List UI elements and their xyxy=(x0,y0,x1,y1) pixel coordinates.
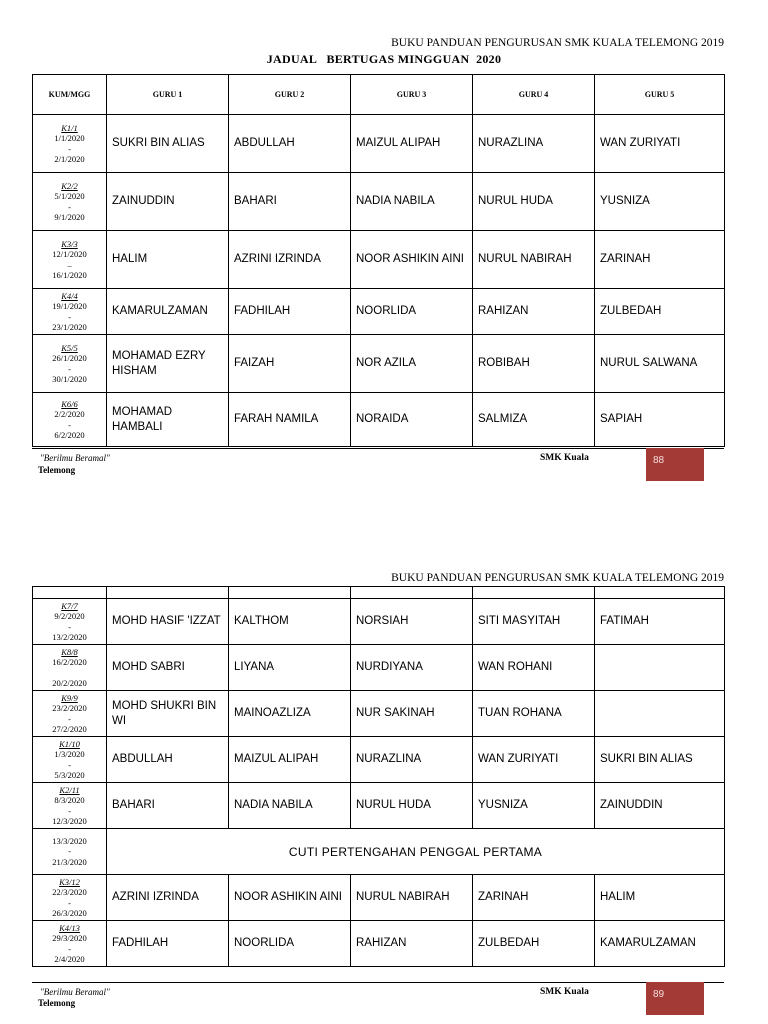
week-cell: K3/3 12/1/2020 – 16/1/2020 xyxy=(33,231,107,289)
teacher-cell: NOOR ASHIKIN AINI xyxy=(351,231,473,289)
teacher-cell: SITI MASYITAH xyxy=(473,599,595,645)
teacher-cell xyxy=(595,691,725,737)
holiday-label: CUTI PERTENGAHAN PENGGAL PERTAMA xyxy=(107,829,725,875)
week-cell: K4/4 19/1/2020 - 23/1/2020 xyxy=(33,289,107,335)
teacher-cell: LIYANA xyxy=(229,645,351,691)
week-cell: K9/9 23/2/2020 - 27/2/2020 xyxy=(33,691,107,737)
table-row xyxy=(33,875,725,921)
footer-school: SMK Kuala xyxy=(540,987,589,997)
holiday-row xyxy=(33,829,725,875)
table-header-row xyxy=(33,75,725,115)
teacher-cell: RAHIZAN xyxy=(473,289,595,335)
teacher-cell: FADHILAH xyxy=(229,289,351,335)
week-code: K2/2 xyxy=(61,180,78,191)
table-header-row xyxy=(33,587,725,599)
week-code: K1/1 xyxy=(61,122,78,133)
teacher-cell: HALIM xyxy=(595,875,725,921)
teacher-cell: BAHARI xyxy=(107,783,229,829)
page-number-badge: 89 xyxy=(646,982,704,1015)
teacher-cell: MAINOAZLIZA xyxy=(229,691,351,737)
teacher-cell: SUKRI BIN ALIAS xyxy=(595,737,725,783)
footer-motto: "Berilmu Beramal" xyxy=(40,453,110,463)
teacher-cell: BAHARI xyxy=(229,173,351,231)
teacher-cell: ZULBEDAH xyxy=(473,921,595,967)
teacher-cell: FAIZAH xyxy=(229,335,351,393)
teacher-cell: NADIA NABILA xyxy=(229,783,351,829)
duty-table-page-1 xyxy=(32,74,725,447)
teacher-cell xyxy=(595,645,725,691)
page-header: BUKU PANDUAN PENGURUSAN SMK KUALA TELEMONG 2019 xyxy=(391,37,724,49)
teacher-cell: TUAN ROHANA xyxy=(473,691,595,737)
teacher-cell: ROBIBAH xyxy=(473,335,595,393)
page-89 xyxy=(0,530,768,1024)
teacher-cell: FARAH NAMILA xyxy=(229,393,351,447)
week-cell: K1/10 1/3/2020 - 5/3/2020 xyxy=(33,737,107,783)
week-code: K3/12 xyxy=(59,876,80,887)
table-row xyxy=(33,921,725,967)
teacher-cell: RAHIZAN xyxy=(351,921,473,967)
week-code: K6/6 xyxy=(61,398,78,409)
schedule-title: JADUAL BERTUGAS MINGGUAN 2020 xyxy=(266,52,502,66)
teacher-cell: FADHILAH xyxy=(107,921,229,967)
column-header: GURU 5 xyxy=(595,75,725,115)
table-row xyxy=(33,173,725,231)
teacher-cell: MOHD HASIF 'IZZAT xyxy=(107,599,229,645)
teacher-cell: NURUL HUDA xyxy=(473,173,595,231)
teacher-cell: SAPIAH xyxy=(595,393,725,447)
teacher-cell: YUSNIZA xyxy=(595,173,725,231)
teacher-cell: NURAZLINA xyxy=(473,115,595,173)
teacher-cell: MOHD SHUKRI BIN WI xyxy=(107,691,229,737)
teacher-cell: KAMARULZAMAN xyxy=(107,289,229,335)
teacher-cell: ZAINUDDIN xyxy=(595,783,725,829)
page-88 xyxy=(0,0,768,500)
teacher-cell: ZARINAH xyxy=(473,875,595,921)
week-cell: K3/12 22/3/2020 - 26/3/2020 xyxy=(33,875,107,921)
teacher-cell: MOHD SABRI xyxy=(107,645,229,691)
footer-town: Telemong xyxy=(38,465,76,475)
teacher-cell: WAN ROHANI xyxy=(473,645,595,691)
teacher-cell: HALIM xyxy=(107,231,229,289)
table-row xyxy=(33,691,725,737)
teacher-cell: NUR SAKINAH xyxy=(351,691,473,737)
page-header: BUKU PANDUAN PENGURUSAN SMK KUALA TELEMONG 2019 xyxy=(391,572,724,584)
table-row xyxy=(33,289,725,335)
teacher-cell: MAIZUL ALIPAH xyxy=(351,115,473,173)
week-cell: 13/3/2020 - 21/3/2020 xyxy=(33,829,107,875)
week-cell: K7/7 9/2/2020 - 13/2/2020 xyxy=(33,599,107,645)
teacher-cell: MAIZUL ALIPAH xyxy=(229,737,351,783)
teacher-cell: NURUL SALWANA xyxy=(595,335,725,393)
teacher-cell: NOR AZILA xyxy=(351,335,473,393)
teacher-cell: NOORLIDA xyxy=(351,289,473,335)
teacher-cell: NURDIYANA xyxy=(351,645,473,691)
column-header: GURU 1 xyxy=(107,75,229,115)
table-row xyxy=(33,599,725,645)
teacher-cell: NORAIDA xyxy=(351,393,473,447)
teacher-cell: SUKRI BIN ALIAS xyxy=(107,115,229,173)
teacher-cell: WAN ZURIYATI xyxy=(595,115,725,173)
table-row xyxy=(33,783,725,829)
page-number-badge: 88 xyxy=(646,448,704,481)
teacher-cell: KAMARULZAMAN xyxy=(595,921,725,967)
column-header: GURU 2 xyxy=(229,75,351,115)
teacher-cell: WAN ZURIYATI xyxy=(473,737,595,783)
week-code: K7/7 xyxy=(61,600,78,611)
teacher-cell: ZAINUDDIN xyxy=(107,173,229,231)
teacher-cell: NURUL NABIRAH xyxy=(351,875,473,921)
week-code: K3/3 xyxy=(61,238,78,249)
duty-table-page-2 xyxy=(32,586,725,967)
week-cell: K4/13 29/3/2020 - 2/4/2020 xyxy=(33,921,107,967)
teacher-cell: ABDULLAH xyxy=(229,115,351,173)
teacher-cell: AZRINI IZRINDA xyxy=(107,875,229,921)
teacher-cell: AZRINI IZRINDA xyxy=(229,231,351,289)
teacher-cell: NOOR ASHIKIN AINI xyxy=(229,875,351,921)
table-row xyxy=(33,645,725,691)
column-header: GURU 4 xyxy=(473,75,595,115)
teacher-cell: NADIA NABILA xyxy=(351,173,473,231)
teacher-cell: NORSIAH xyxy=(351,599,473,645)
week-cell: K8/8 16/2/2020 20/2/2020 xyxy=(33,645,107,691)
table-row xyxy=(33,335,725,393)
week-code: K2/11 xyxy=(59,784,80,795)
week-code: K4/4 xyxy=(61,290,78,301)
footer-school: SMK Kuala xyxy=(540,453,589,463)
teacher-cell: MOHAMAD HAMBALI xyxy=(107,393,229,447)
teacher-cell: YUSNIZA xyxy=(473,783,595,829)
week-cell: K6/6 2/2/2020 - 6/2/2020 xyxy=(33,393,107,447)
week-cell: K2/11 8/3/2020 - 12/3/2020 xyxy=(33,783,107,829)
teacher-cell: ZARINAH xyxy=(595,231,725,289)
week-cell: K5/5 26/1/2020 - 30/1/2020 xyxy=(33,335,107,393)
table-row xyxy=(33,737,725,783)
footer-motto: "Berilmu Beramal" xyxy=(40,987,110,997)
teacher-cell: SALMIZA xyxy=(473,393,595,447)
teacher-cell: NOORLIDA xyxy=(229,921,351,967)
table-row xyxy=(33,115,725,173)
week-cell: K1/1 1/1/2020 - 2/1/2020 xyxy=(33,115,107,173)
week-cell: K2/2 5/1/2020 - 9/1/2020 xyxy=(33,173,107,231)
week-code: K4/13 xyxy=(59,922,80,933)
footer-town: Telemong xyxy=(38,998,76,1008)
teacher-cell: MOHAMAD EZRY HISHAM xyxy=(107,335,229,393)
table-row xyxy=(33,393,725,447)
teacher-cell: KALTHOM xyxy=(229,599,351,645)
teacher-cell: ZULBEDAH xyxy=(595,289,725,335)
table-row xyxy=(33,231,725,289)
teacher-cell: NURAZLINA xyxy=(351,737,473,783)
teacher-cell: FATIMAH xyxy=(595,599,725,645)
footer-divider xyxy=(32,982,724,983)
teacher-cell: NURUL HUDA xyxy=(351,783,473,829)
column-header: GURU 3 xyxy=(351,75,473,115)
teacher-cell: NURUL NABIRAH xyxy=(473,231,595,289)
week-code: K8/8 xyxy=(61,646,78,657)
teacher-cell: ABDULLAH xyxy=(107,737,229,783)
column-header: KUM/MGG xyxy=(33,75,107,115)
week-code: K5/5 xyxy=(61,342,78,353)
week-code: K9/9 xyxy=(61,692,78,703)
week-code: K1/10 xyxy=(59,738,80,749)
footer-divider xyxy=(32,448,724,449)
